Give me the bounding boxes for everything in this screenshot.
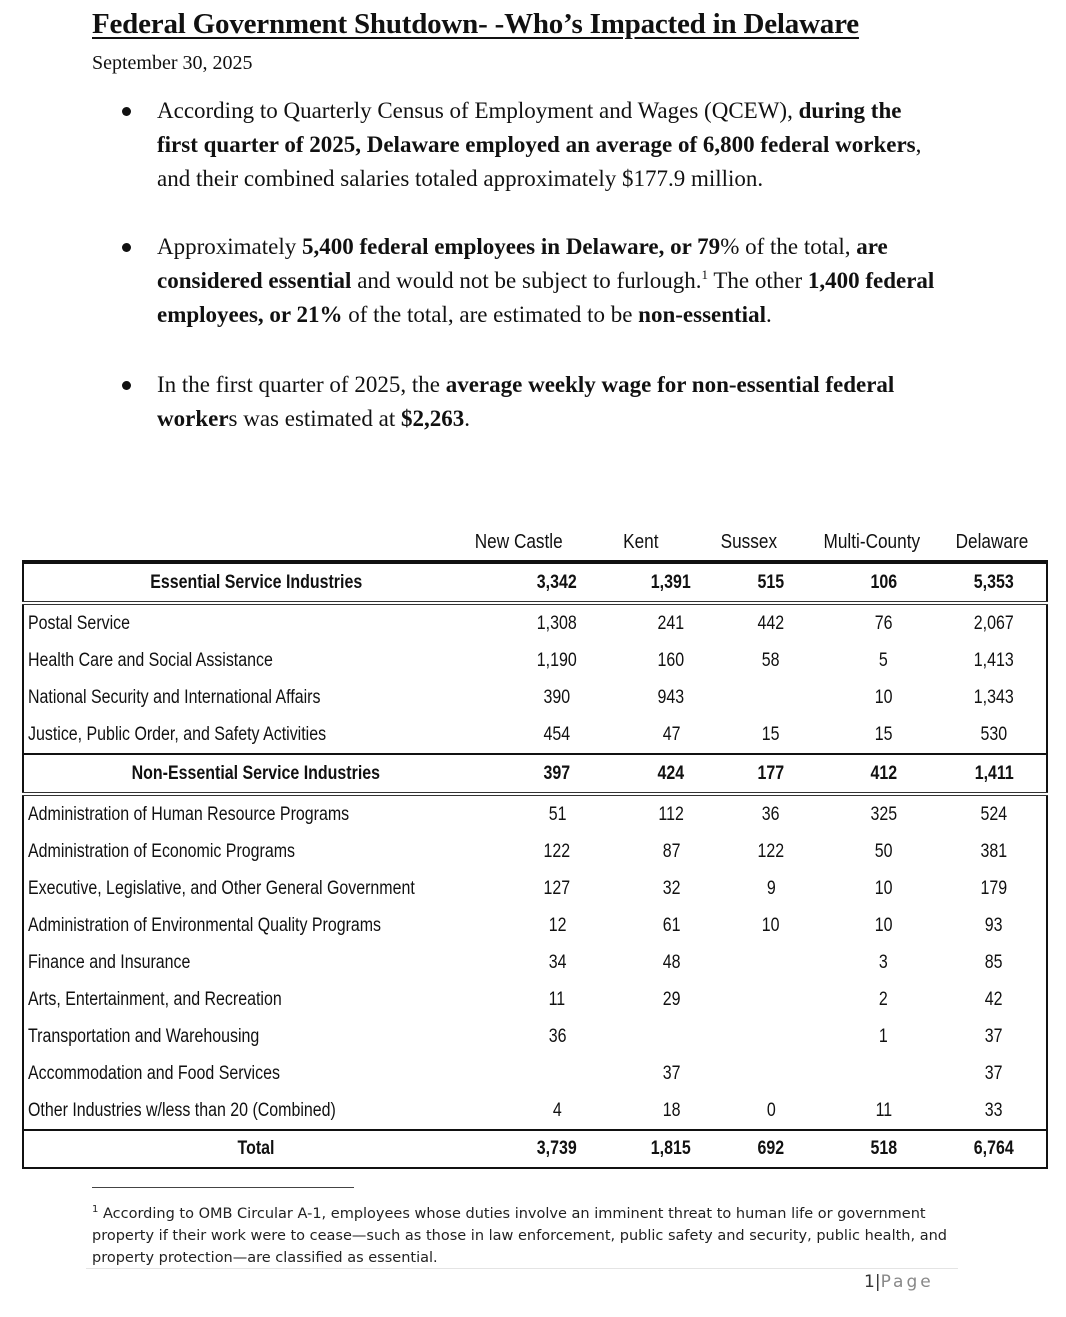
section-row-essential [23, 562, 1047, 603]
section-row-non-essential [23, 754, 1047, 794]
cell-value: 530 [980, 723, 1008, 745]
page-number-value: 1 [864, 1272, 875, 1292]
cell-value: 390 [543, 686, 571, 708]
bullet-item [122, 230, 942, 332]
row-label [23, 603, 488, 642]
cell-multi-county [825, 1092, 941, 1130]
row-label-text: Non-Essential Service Industries [132, 762, 381, 784]
column-header-delaware: Delaware [955, 530, 1029, 553]
cell-sussex [716, 1018, 825, 1055]
cell-value: 3,342 [537, 571, 578, 593]
row-label [23, 981, 488, 1018]
cell-value: 29 [662, 988, 680, 1010]
footnote-text: According to OMB Circular A-1, employees whose duties involve an imminent threat to human life or government property if their work were to cease—such as those in law enforcement, public safety and security, public health, and property protection—are classified as essential. [92, 1206, 947, 1266]
bold-text: 1,400 federal employees, or 21% [157, 268, 935, 327]
cell-value: 18 [662, 1099, 680, 1121]
row-label [23, 716, 488, 754]
page-separator: | [874, 1272, 881, 1292]
cell-value: 127 [543, 877, 571, 899]
cell-value: 61 [662, 914, 680, 936]
cell-multi-county [825, 1055, 941, 1092]
cell-value: 325 [870, 803, 897, 825]
cell-delaware [942, 794, 1047, 833]
bold-text: during the first quarter of 2025, Delaware employed an average of 6,800 federal workers [157, 98, 916, 157]
column-header-new-castle: New Castle [474, 530, 563, 553]
column-header-kent: Kent [623, 530, 659, 553]
text-segment: The other [708, 268, 808, 293]
row-label-text: Administration of Human Resource Programs [28, 803, 350, 825]
cell-sussex [716, 833, 825, 870]
row-label-text: Justice, Public Order, and Safety Activities [28, 723, 327, 745]
cell-multi-county [825, 603, 941, 642]
cell-delaware [942, 870, 1047, 907]
cell-kent [626, 833, 716, 870]
cell-value: 47 [662, 723, 680, 745]
cell-value: 37 [985, 1025, 1003, 1047]
cell-value: 36 [548, 1025, 567, 1047]
cell-delaware [942, 907, 1047, 944]
cell-value: 48 [662, 951, 680, 973]
bold-text: $2,263 [401, 406, 465, 431]
table-row [23, 833, 1047, 870]
cell-delaware [942, 642, 1047, 679]
cell-value: 93 [985, 914, 1003, 936]
cell-sussex [716, 944, 825, 981]
cell-sussex [716, 1130, 825, 1168]
cell-kent [626, 716, 716, 754]
text-segment: , and their combined salaries totaled approximately $177.9 million. [157, 132, 922, 191]
text-segment: . [765, 302, 772, 327]
row-label-text: Administration of Economic Programs [28, 840, 295, 862]
cell-sussex [716, 1055, 825, 1092]
cell-value: 33 [985, 1099, 1003, 1121]
cell-multi-county [825, 981, 941, 1018]
table-row [23, 907, 1047, 944]
cell-new-castle [488, 794, 626, 833]
cell-kent [626, 603, 716, 642]
cell-sussex [716, 1092, 825, 1130]
bold-text: are considered essential [157, 234, 888, 293]
cell-value: 1,815 [651, 1138, 692, 1159]
table-row [23, 603, 1047, 642]
document-title: Federal Government Shutdown- -Who’s Impacted in Delaware [92, 8, 859, 40]
cell-value: 381 [980, 840, 1008, 862]
footer-divider [86, 1268, 958, 1269]
cell-value: 37 [985, 1062, 1003, 1084]
cell-delaware [942, 716, 1047, 754]
cell-delaware [942, 1130, 1047, 1168]
cell-kent [626, 1055, 716, 1092]
cell-kent [626, 754, 716, 794]
text-segment: s was estimated at [228, 406, 401, 431]
table-row [23, 794, 1047, 833]
cell-value: 10 [874, 914, 893, 936]
row-label [23, 1130, 488, 1168]
cell-new-castle [488, 1018, 626, 1055]
row-label-text: Health Care and Social Assistance [28, 649, 273, 671]
bullet-item [122, 368, 942, 436]
cell-value: 76 [874, 612, 893, 634]
cell-value: 160 [657, 649, 685, 671]
row-label [23, 679, 488, 716]
footnote-marker: 1 [92, 1204, 99, 1215]
cell-sussex [716, 907, 825, 944]
cell-value: 12 [548, 914, 567, 936]
cell-value: 112 [658, 803, 684, 825]
cell-value: 515 [757, 571, 785, 593]
text-segment: Approximately [157, 234, 302, 259]
cell-value: 241 [657, 612, 685, 634]
cell-value: 1,391 [651, 571, 692, 593]
cell-new-castle [488, 603, 626, 642]
cell-value: 36 [761, 803, 780, 825]
cell-value: 3,739 [537, 1138, 578, 1159]
cell-kent [626, 1130, 716, 1168]
cell-value: 10 [874, 686, 893, 708]
cell-value: 0 [766, 1099, 776, 1121]
bullet-item [122, 94, 942, 196]
cell-kent [626, 870, 716, 907]
page-label: Page [880, 1272, 934, 1292]
cell-new-castle [488, 1055, 626, 1092]
table-row [23, 716, 1047, 754]
cell-delaware [942, 944, 1047, 981]
cell-value: 106 [870, 571, 897, 593]
bullet-icon [122, 107, 131, 116]
table-row [23, 944, 1047, 981]
cell-kent [626, 1092, 716, 1130]
cell-sussex [716, 562, 825, 603]
row-label [23, 870, 488, 907]
text-segment: According to Quarterly Census of Employment and Wages (QCEW), [157, 98, 799, 123]
text-segment: % of the total, [720, 234, 857, 259]
row-label [23, 907, 488, 944]
cell-kent [626, 944, 716, 981]
cell-sussex [716, 603, 825, 642]
table-row [23, 679, 1047, 716]
cell-kent [626, 907, 716, 944]
row-label-text: Arts, Entertainment, and Recreation [28, 988, 282, 1010]
row-label [23, 1055, 488, 1092]
row-label-text: Accommodation and Food Services [28, 1062, 280, 1084]
cell-sussex [716, 794, 825, 833]
bold-text: average weekly wage for non-essential federal worker [157, 372, 895, 431]
cell-value: 1,190 [537, 649, 578, 671]
cell-multi-county [825, 944, 941, 981]
cell-value: 179 [980, 877, 1008, 899]
row-label-text: Executive, Legislative, and Other General Government [28, 877, 415, 899]
cell-value: 1,413 [973, 649, 1014, 671]
cell-kent [626, 1018, 716, 1055]
cell-value: 2,067 [973, 612, 1014, 634]
row-label [23, 1092, 488, 1130]
table-header [22, 524, 1048, 560]
row-label [23, 944, 488, 981]
table-body [22, 560, 1048, 1169]
row-label [23, 794, 488, 833]
cell-sussex [716, 981, 825, 1018]
cell-sussex [716, 679, 825, 716]
bullet-text [157, 98, 921, 191]
table-row [23, 1055, 1047, 1092]
cell-value: 518 [870, 1138, 897, 1159]
cell-delaware [942, 754, 1047, 794]
cell-delaware [942, 603, 1047, 642]
cell-value: 3 [879, 951, 889, 973]
row-label-text: Total [237, 1138, 275, 1159]
bullet-text [157, 372, 894, 431]
cell-delaware [942, 1055, 1047, 1092]
cell-sussex [716, 754, 825, 794]
document-date: September 30, 2025 [92, 52, 253, 74]
cell-value: 9 [766, 877, 776, 899]
cell-value: 4 [552, 1099, 562, 1121]
cell-new-castle [488, 716, 626, 754]
cell-value: 37 [662, 1062, 680, 1084]
cell-value: 10 [874, 877, 893, 899]
cell-delaware [942, 562, 1047, 603]
cell-kent [626, 794, 716, 833]
cell-value: 424 [657, 762, 685, 784]
cell-multi-county [825, 833, 941, 870]
cell-value: 1,411 [974, 762, 1014, 784]
row-label-text: Postal Service [28, 612, 131, 634]
column-header-label [52, 524, 415, 560]
cell-new-castle [488, 679, 626, 716]
column-header-sussex: Sussex [720, 530, 777, 553]
row-label [23, 642, 488, 679]
cell-new-castle [488, 562, 626, 603]
cell-delaware [942, 833, 1047, 870]
total-row [23, 1130, 1047, 1168]
cell-delaware [942, 1018, 1047, 1055]
cell-value: 122 [757, 840, 785, 862]
text-segment: . [464, 406, 470, 431]
bullet-icon [122, 243, 131, 252]
cell-value: 397 [543, 762, 571, 784]
cell-value: 524 [980, 803, 1008, 825]
cell-value: 1 [879, 1025, 889, 1047]
cell-value: 10 [761, 914, 780, 936]
cell-sussex [716, 870, 825, 907]
cell-multi-county [825, 870, 941, 907]
cell-delaware [942, 679, 1047, 716]
cell-value: 5,353 [973, 571, 1014, 593]
cell-new-castle [488, 754, 626, 794]
key-findings-list [122, 94, 942, 470]
cell-new-castle [488, 1130, 626, 1168]
cell-multi-county [825, 1130, 941, 1168]
text-segment: and would not be subject to furlough. [351, 268, 702, 293]
cell-value: 412 [870, 762, 897, 784]
bullet-icon [122, 381, 131, 390]
cell-value: 5 [879, 649, 889, 671]
row-label [23, 754, 488, 794]
cell-value: 58 [761, 649, 780, 671]
cell-multi-county [825, 907, 941, 944]
cell-value: 454 [543, 723, 571, 745]
footnote-divider [92, 1187, 354, 1188]
cell-new-castle [488, 944, 626, 981]
row-label [23, 833, 488, 870]
cell-sussex [716, 716, 825, 754]
cell-value: 692 [757, 1138, 785, 1159]
cell-multi-county [825, 642, 941, 679]
table-row [23, 1018, 1047, 1055]
table-row [23, 1092, 1047, 1130]
cell-value: 87 [662, 840, 680, 862]
cell-new-castle [488, 907, 626, 944]
column-header-multi-county: Multi-County [824, 530, 921, 553]
column-header-row [22, 524, 1048, 560]
text-segment: In the first quarter of 2025, the [157, 372, 446, 397]
cell-value: 50 [874, 840, 893, 862]
cell-value: 122 [543, 840, 571, 862]
cell-kent [626, 562, 716, 603]
row-label-text: Transportation and Warehousing [28, 1025, 260, 1047]
cell-multi-county [825, 562, 941, 603]
table-row [23, 870, 1047, 907]
cell-multi-county [825, 1018, 941, 1055]
footnote [92, 1203, 972, 1269]
federal-workers-table [22, 524, 1048, 1169]
cell-delaware [942, 1092, 1047, 1130]
cell-value: 11 [875, 1099, 892, 1121]
bullet-text [157, 234, 934, 327]
cell-multi-county [825, 754, 941, 794]
bold-text: non-essential [638, 302, 766, 327]
cell-value: 943 [657, 686, 685, 708]
text-segment: of the total, are estimated to be [342, 302, 639, 327]
cell-kent [626, 642, 716, 679]
cell-value: 177 [757, 762, 785, 784]
row-label-text: Other Industries w/less than 20 (Combined) [28, 1099, 336, 1121]
cell-new-castle [488, 870, 626, 907]
cell-new-castle [488, 1092, 626, 1130]
footnote-reference: 1 [701, 267, 708, 282]
page-number [864, 1272, 934, 1292]
cell-value: 442 [757, 612, 785, 634]
cell-value: 15 [874, 723, 893, 745]
cell-value: 15 [761, 723, 780, 745]
cell-value: 1,343 [973, 686, 1014, 708]
cell-value: 2 [879, 988, 889, 1010]
cell-value: 1,308 [537, 612, 578, 634]
bold-text: 5,400 federal employees in Delaware, or 79 [302, 234, 721, 259]
row-label-text: National Security and International Affairs [28, 686, 321, 708]
cell-value: 32 [662, 877, 680, 899]
cell-kent [626, 981, 716, 1018]
row-label [23, 1018, 488, 1055]
cell-value: 51 [548, 803, 567, 825]
cell-value: 11 [548, 988, 566, 1010]
table-row [23, 981, 1047, 1018]
cell-kent [626, 679, 716, 716]
cell-value: 42 [985, 988, 1003, 1010]
cell-new-castle [488, 642, 626, 679]
row-label [23, 562, 488, 603]
cell-delaware [942, 981, 1047, 1018]
cell-sussex [716, 642, 825, 679]
cell-value: 6,764 [973, 1138, 1014, 1159]
row-label-text: Finance and Insurance [28, 951, 191, 973]
cell-value: 34 [548, 951, 567, 973]
cell-new-castle [488, 981, 626, 1018]
cell-multi-county [825, 794, 941, 833]
row-label-text: Essential Service Industries [150, 571, 363, 593]
cell-multi-county [825, 679, 941, 716]
table-row [23, 642, 1047, 679]
cell-multi-county [825, 716, 941, 754]
cell-value: 85 [985, 951, 1003, 973]
cell-new-castle [488, 833, 626, 870]
row-label-text: Administration of Environmental Quality Programs [28, 914, 382, 936]
